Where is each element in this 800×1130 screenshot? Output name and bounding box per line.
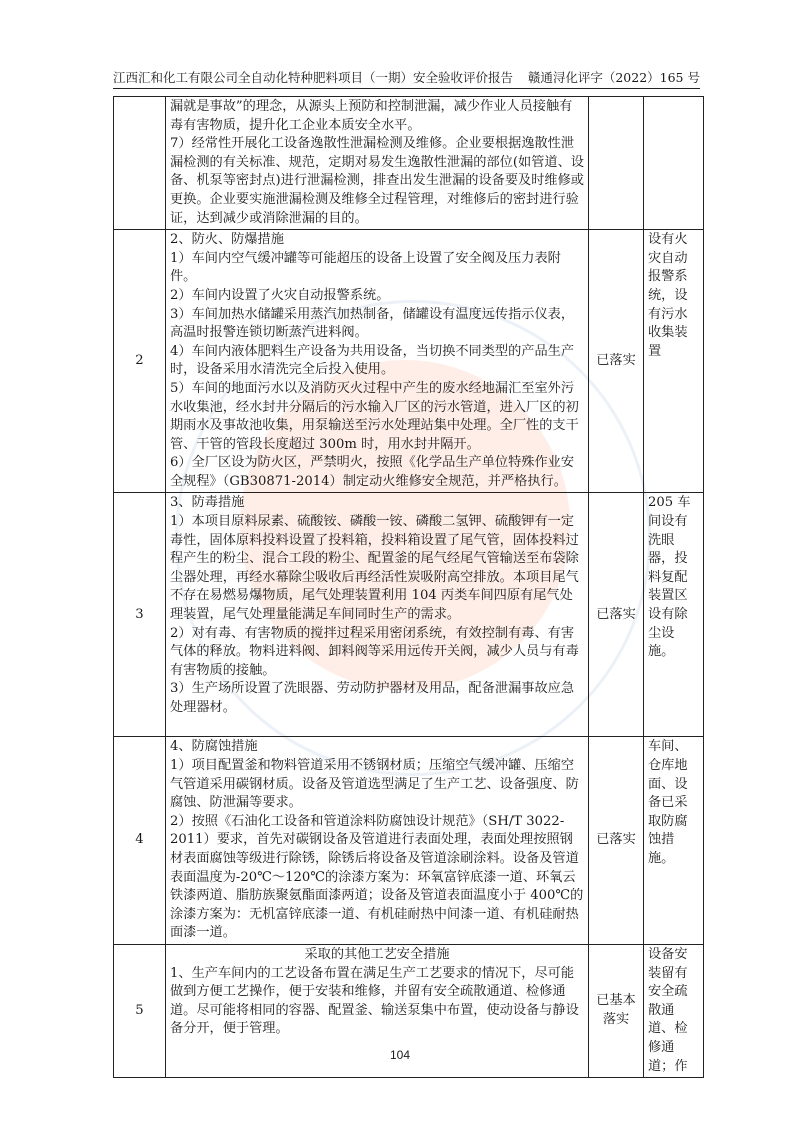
measure-paragraph: 漏就是事故”的理念，从源头上预防和控制泄漏，减少作业人员接触有毒有害物质，提升化工企业本质安全水平。 bbox=[170, 99, 573, 133]
measure-paragraph: 6）全厂区设为防火区，严禁明火，按照《化学品生产单位特殊作业安全规程》（GB30871-2014）制定动火维修安全规范，并严格执行。 bbox=[170, 455, 575, 489]
measure-paragraph: 3）生产场所设置了洗眼器、劳动防护器材及用品，配备泄漏事故应急处理器材。 bbox=[170, 681, 575, 715]
measure-paragraph: 2）车间内设置了火灾自动报警系统。 bbox=[170, 287, 390, 303]
implementation-status bbox=[589, 97, 644, 230]
measure-paragraph: 7）经常性开展化工设备逸散性泄漏检测及维修。企业要根据逸散性泄漏检测的有关标准、规范，定期对易发生逸散性泄漏的部位(如管道、设备、机泵等密封点)进行泄漏检测，排查出发生泄漏的设备要及时维修或更换。企业要实施泄漏检测及维修全过程管理，对维修后的密封进行验证，达到减少或消除泄漏的目的。 bbox=[170, 136, 584, 226]
verification-remark: 设备安装留有安全疏散通道、检修通道；作 bbox=[644, 945, 704, 1078]
table-row bbox=[114, 97, 704, 230]
header-report-number: 赣通浔化评字（2022）165 号 bbox=[527, 70, 700, 85]
measure-paragraph: 2）对有毒、有害物质的搅拌过程采用密闭系统，有效控制有毒、有害气体的释放。物料进料阀、卸料阀等采用远传开关阀，减少人员与有毒有害物质的接触。 bbox=[170, 625, 579, 678]
measure-content bbox=[166, 97, 589, 230]
measure-paragraph: 1）本项目原料尿素、硫酸铵、磷酸一铵、磷酸二氢钾、硫酸钾有一定毒性，固体原料投料设置了投料箱，投料箱设置了尾气管，固体投料过程产生的粉尘、混合工段的粉尘、配置釜的尾气经尾气管输送至布袋除尘器处理，再经水幕除尘吸收后再经活性炭吸附高空排放。本项目尾气不存在易燃易爆物质，尾气处理装置利用 104 丙类车间四原有尾气处理装置，尾气处理量能满足车间同时生产的需求。 bbox=[170, 514, 579, 623]
measure-content bbox=[166, 737, 589, 945]
row-number bbox=[114, 97, 166, 230]
verification-remark bbox=[644, 97, 704, 230]
measure-paragraph: 1）项目配置釜和物料管道采用不锈钢材质；压缩空气缓冲罐、压缩空气管道采用碳钢材质。设备及管道选型满足了生产工艺、设备强度、防腐蚀、防泄漏等要求。 bbox=[170, 758, 579, 811]
implementation-status: 已落实 bbox=[589, 493, 644, 737]
row-number: 3 bbox=[114, 493, 166, 737]
measure-paragraph: 5）车间的地面污水以及消防灭火过程中产生的废水经地漏汇至室外污水收集池，经水封井分隔后的污水输入厂区的污水管道，进入厂区的初期雨水及事故池收集，用泵输送至污水处理站集中处理。全厂性的支干管、干管的管段长度超过 300m 时，用水封井隔开。 bbox=[170, 380, 579, 452]
measure-paragraph: 3）车间加热水储罐采用蒸汽加热制备，储罐设有温度远传指示仪表，高温时报警连锁切断蒸汽进料阀。 bbox=[170, 306, 575, 341]
measure-paragraph: 4）车间内液体肥料生产设备为共用设备，当切换不同类型的产品生产时，设备采用水清洗完全后投入使用。 bbox=[170, 343, 575, 378]
verification-remark: 205 车间设有洗眼器，投料复配装置区设有除尘设施。 bbox=[644, 493, 704, 737]
header-rule bbox=[113, 88, 700, 89]
implementation-status: 已落实 bbox=[589, 230, 644, 493]
measure-paragraph: 1、生产车间内的工艺设备布置在满足生产工艺要求的情况下，尽可能做到方便工艺操作，便于安装和维修，并留有安全疏散通道、检修通道。尽可能将相同的容器、配置釜、输送泵集中布置，使动设备与静设备分开，便于管理。 bbox=[170, 965, 579, 1037]
measure-paragraph: 4、防腐蚀措施 bbox=[170, 739, 258, 755]
table-row bbox=[114, 230, 704, 493]
verification-remark: 设有火灾自动报警系统，设有污水收集装置 bbox=[644, 230, 704, 493]
measure-content bbox=[166, 230, 589, 493]
table-row bbox=[114, 493, 704, 737]
row-number: 4 bbox=[114, 737, 166, 945]
implementation-status: 已基本落实 bbox=[589, 945, 644, 1078]
page-header bbox=[113, 66, 700, 86]
measure-paragraph: 3、防毒措施 bbox=[170, 495, 245, 511]
measure-paragraph: 2、防火、防爆措施 bbox=[170, 232, 284, 248]
header-report-title: 江西汇和化工有限公司全自动化特种肥料项目（一期）安全验收评价报告 bbox=[113, 70, 514, 85]
row-number: 5 bbox=[114, 945, 166, 1078]
measure-paragraph: 1）车间内空气缓冲罐等可能超压的设备上设置了安全阀及压力表附件。 bbox=[170, 250, 561, 285]
safety-measures-table bbox=[113, 96, 704, 1078]
page-number: 104 bbox=[389, 1048, 411, 1062]
row-number: 2 bbox=[114, 230, 166, 493]
verification-remark: 车间、仓库地面、设备已采取防腐蚀措施。 bbox=[644, 737, 704, 945]
implementation-status: 已落实 bbox=[589, 737, 644, 945]
table-row bbox=[114, 737, 704, 945]
measure-content bbox=[166, 493, 589, 737]
measure-paragraph: 2）按照《石油化工设备和管道涂料防腐蚀设计规范》（SH/T 3022-2011）要求，首先对碳钢设备及管道进行表面处理，表面处理按照钢材表面腐蚀等级进行除锈，除锈后将设备及管道涂刷涂料。设备及管道表面温度为-20℃～120℃的涂漆方案为：环氧富锌底漆一道、环氧云铁漆两道、脂肪族聚氨酯面漆两道；设备及管道表面温度小于 400℃的涂漆方案为：无机富锌底漆一道、有机硅耐热中间漆一道、有机硅耐热面漆一道。 bbox=[170, 813, 584, 941]
measure-paragraph: 采取的其他工艺安全措施 bbox=[304, 947, 450, 962]
